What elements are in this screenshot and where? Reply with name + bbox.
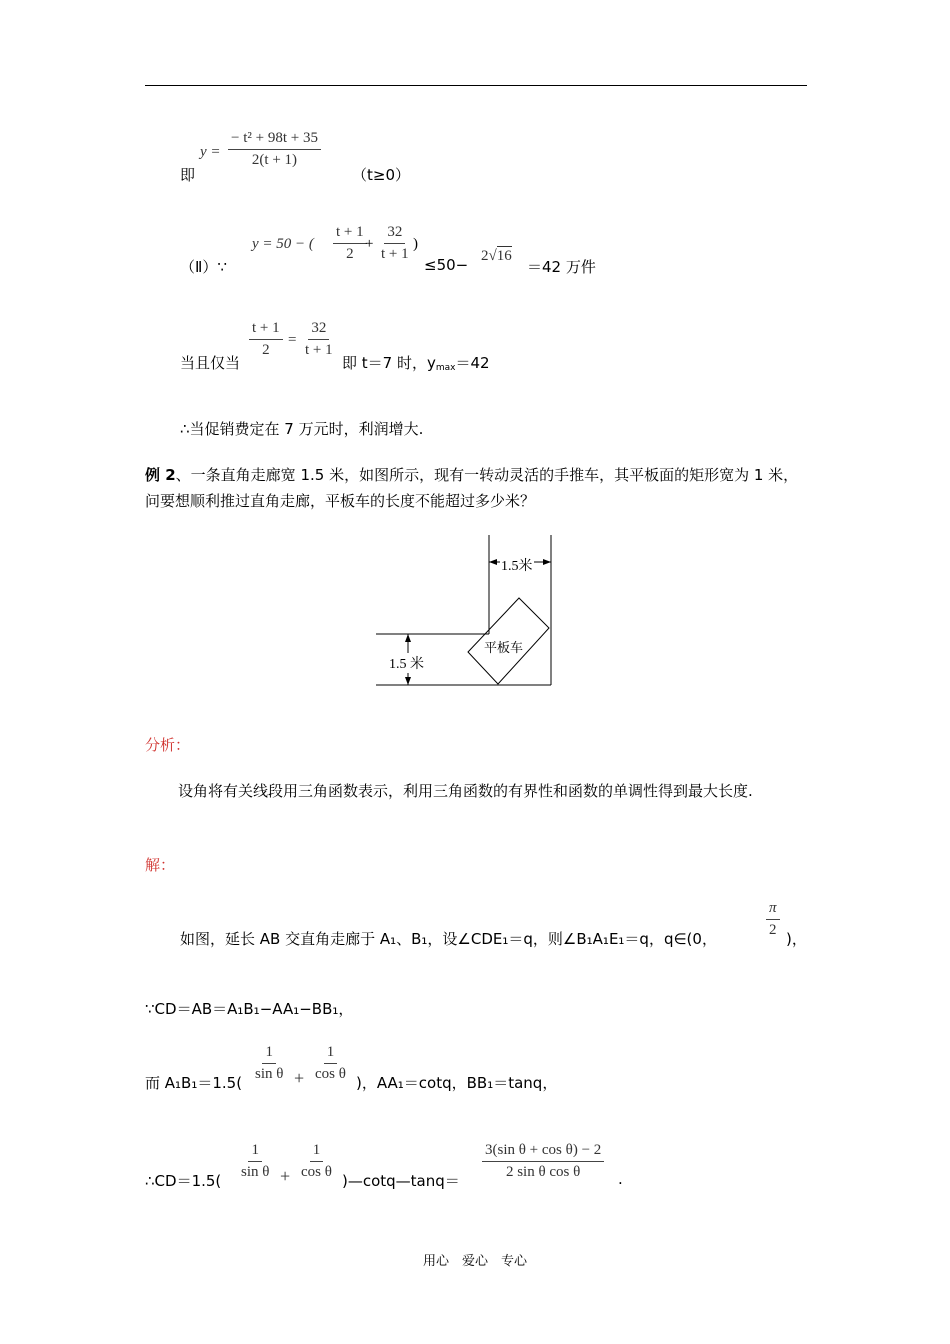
sol4-plus: +	[280, 1166, 291, 1186]
sol3-f1-num: 1	[262, 1044, 276, 1064]
sol4-prefix: ∴CD＝1.5(	[145, 1172, 222, 1190]
line1-frac-num: − t² + 98t + 35	[228, 130, 321, 150]
line1-suffix: （t≥0）	[352, 166, 410, 184]
arrow-up-icon	[405, 634, 411, 642]
sol4-f2-den: cos θ	[301, 1164, 332, 1180]
example2-label: 例 2	[145, 466, 176, 484]
line3-middle-text: 即 t＝7 时，y	[342, 354, 436, 372]
line2-sqrt	[481, 248, 512, 265]
line2-frac1	[333, 224, 367, 263]
sol3-f2-num: 1	[324, 1044, 338, 1064]
sol1-frac-den: 2	[769, 922, 777, 938]
line2-sqrt-coef: 2	[481, 248, 489, 264]
sol4-frac2	[298, 1142, 335, 1181]
sol4-f1-num: 1	[248, 1142, 262, 1162]
line2-f2-num: 32	[384, 224, 405, 244]
line2-prefix: （Ⅱ）∵	[180, 258, 227, 276]
line3-frac2	[302, 320, 336, 359]
line2-expr-start: y = 50 − (	[252, 236, 314, 252]
analysis-text: 设角将有关线段用三角函数表示，利用三角函数的有界性和函数的单调性得到最大长度.	[178, 782, 753, 800]
line2-frac2	[378, 224, 412, 263]
line1-frac-den: 2(t + 1)	[251, 152, 298, 168]
line3-prefix: 当且仅当	[180, 354, 241, 372]
arrow-left-icon	[489, 559, 497, 565]
sol3-frac1	[252, 1044, 286, 1083]
sol3-f1-den: sin θ	[255, 1066, 284, 1082]
line3-tail: ＝42	[455, 354, 490, 372]
arrow-down-icon	[405, 677, 411, 685]
line2-f1-num: t + 1	[333, 224, 367, 244]
line3-f2-den: t + 1	[305, 342, 333, 358]
sol1-text: 如图，延长 AB 交直角走廊于 A₁、B₁，设∠CDE₁＝q，则∠B₁A₁E₁＝q，q∈(0，	[180, 930, 717, 948]
sol3-plus: +	[294, 1068, 305, 1088]
sol4-tail: .	[618, 1170, 623, 1188]
sol4-f2-num: 1	[310, 1142, 324, 1162]
example2-paragraph	[145, 462, 807, 514]
sol4-f3-den: 2 sin θ cos θ	[505, 1164, 581, 1180]
page-footer: 用心 爱心 专心	[422, 1254, 527, 1269]
line1-fraction	[228, 130, 321, 169]
header-rule	[145, 85, 807, 86]
figure-top-label: 1.5米	[500, 555, 534, 575]
sol3-prefix: 而 A₁B₁＝1.5(	[145, 1074, 243, 1092]
line3-frac1	[249, 320, 283, 359]
line2-close: )	[413, 236, 418, 252]
line3-f1-den: 2	[262, 342, 270, 358]
line2-f1-den: 2	[346, 246, 354, 262]
sol4-frac3	[482, 1142, 604, 1181]
arrow-right-icon	[543, 559, 551, 565]
line3-f2-num: 32	[308, 320, 329, 340]
line1-eq-lhs: y =	[200, 144, 221, 160]
sol4-middle: )—cotq—tanq＝	[342, 1172, 460, 1190]
line3-f1-num: t + 1	[249, 320, 283, 340]
sol4-f3-num: 3(sin θ + cos θ) − 2	[482, 1142, 604, 1162]
line3-sub: max	[435, 363, 456, 373]
line2-sqrt-arg: 16	[496, 248, 512, 264]
sol4-f1-den: sin θ	[241, 1164, 270, 1180]
line2-plus: +	[365, 236, 374, 252]
sol4-frac1	[238, 1142, 272, 1181]
sqrt-sign-icon: √	[488, 248, 497, 264]
sol3-tail: )，AA₁＝cotq，BB₁＝tanq，	[356, 1074, 558, 1092]
line2-tail: ＝42 万件	[527, 258, 596, 276]
line2-f2-den: t + 1	[381, 246, 409, 262]
sol3-frac2	[312, 1044, 349, 1083]
sol2-text: ∵CD＝AB＝A₁B₁−AA₁−BB₁，	[145, 1000, 354, 1018]
line3-middle	[342, 352, 490, 373]
analysis-heading: 分析：	[145, 736, 191, 754]
sol1-tail: )，	[786, 930, 807, 948]
sol3-f2-den: cos θ	[315, 1066, 346, 1082]
solution-heading: 解：	[145, 856, 176, 874]
line2-le: ≤50−	[424, 256, 469, 274]
sol1-fraction	[766, 900, 780, 939]
line3-eq: =	[288, 332, 297, 348]
figure-cart-label: 平板车	[484, 641, 524, 656]
figure-left-label: 1.5 米	[388, 653, 425, 673]
conclusion: ∴当促销费定在 7 万元时，利润增大.	[180, 420, 424, 438]
sol1-frac-num: π	[766, 900, 780, 920]
line1-prefix: 即	[180, 166, 196, 184]
example2-text: 、一条直角走廊宽 1.5 米，如图所示，现有一转动灵活的手推车，其平板面的矩形宽为 1 米，问要想顺利推过直角走廊，平板车的长度不能超过多少米？	[145, 466, 799, 510]
